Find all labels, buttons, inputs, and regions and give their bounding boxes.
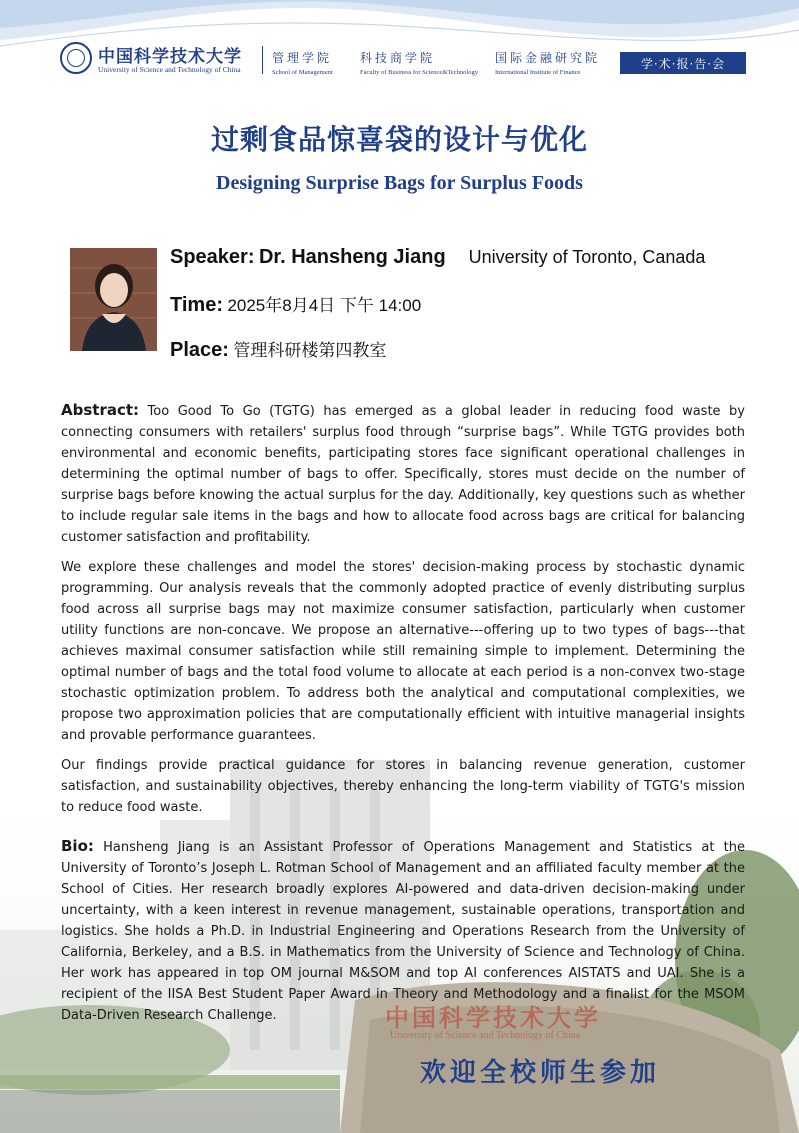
- header-bar: [0, 38, 799, 88]
- speaker-affiliation: University of Toronto, Canada: [468, 247, 706, 267]
- bio-paragraph: Bio: Hansheng Jiang is an Assistant Professor of Operations Management and Statistics at the University of Toronto’s Joseph L. Rotman School of Management and an affiliated faculty member at the School of Cities. Her research broadly explores AI-powered and data-driven decision-making under uncertainty, with a keen interest in revenue management, sustainable operations, transportation and logistics. She holds a Ph.D. in Industrial Engineering and Operations Research from the University of California, Berkeley, and a B.S. in Mathematics from the University of Science and Technology of China. Her work has appeared in top OM journal M&SOM and top AI conferences AISTATS and UAI. She is a recipient of the IISA Best Student Paper Award in Theory and Methodology and a finalist for the MSOM Data-Driven Research Challenge.: [61, 837, 745, 1023]
- place-label: Place:: [170, 339, 229, 361]
- seminar-badge: 学·术·报·告·会: [620, 52, 746, 74]
- bio-section: [61, 836, 745, 1035]
- abstract-paragraph-3: Our findings provide practical guidance for stores in balancing revenue generation, customer satisfaction, and sustainability objectives, thereby enhancing the long-term viability of TGTG's mission to reduce food waste.: [61, 758, 745, 815]
- abstract-paragraph-1: Abstract: Too Good To Go (TGTG) has emerged as a global leader in reducing food waste by connecting consumers with retailers' surplus food through “surprise bags”. While TGTG provides both environmental and economic benefits, participating stores face significant operational challenges in determining the optimal number of bags to offer. Specifically, stores must decide on the number of surprise bags before knowing the actual surplus for the day. Additionally, key questions such as whether to include regular sale items in the bags and how to allocate food across bags are critical for balancing customer satisfaction and profitability.: [61, 401, 745, 545]
- speaker-photo: [70, 248, 157, 351]
- university-name-en: University of Science and Technology of China: [98, 65, 241, 74]
- speaker-line: [170, 246, 705, 269]
- welcome-message: 欢迎全校师生参加: [420, 1058, 661, 1088]
- school-finance: 国际金融研究院 International Institute of Finance: [495, 51, 601, 76]
- bio-label: Bio:: [61, 837, 94, 855]
- place-value: 管理科研楼第四教室: [233, 341, 387, 360]
- school-management: 管理学院 School of Management: [272, 51, 333, 76]
- abstract-paragraph-2: We explore these challenges and model the stores' decision-making process by stochastic dynamic programming. Our analysis reveals that the commonly adopted practice of evenly distributing surplus food across all surprise bags may not maximize consumer satisfaction, particularly when customer utility functions are non-concave. We propose an alternative---offering up to two types of bags---that achieves maximal consumer satisfaction while still remaining simple to implement. Determining the optimal number of bags and the total food volume to allocate at each period is a non-convex two-stage stochastic optimization problem. To address both the analytical and computational complexities, we propose two approximation policies that are computationally efficient with intuitive managerial insights and provable performance guarantees.: [61, 560, 745, 743]
- speaker-name: Dr. Hansheng Jiang: [258, 246, 446, 268]
- university-seal-icon: [60, 42, 92, 74]
- school-business-tech: 科技商学院 Faculty of Business for Science&Technology: [360, 51, 478, 76]
- stone-inscription-en: University of Science and Technology of China: [390, 1030, 581, 1041]
- stone-inscription-cn: 中国科学技术大学: [385, 1003, 601, 1032]
- time-line: [170, 291, 421, 317]
- title-english: Designing Surprise Bags for Surplus Foods: [216, 172, 583, 194]
- place-line: [170, 336, 386, 362]
- time-value: 2025年8月4日 下午 14:00: [227, 296, 422, 315]
- abstract-label: Abstract:: [61, 401, 140, 419]
- title-chinese: 过剩食品惊喜袋的设计与优化: [210, 123, 588, 156]
- header-divider: [262, 46, 263, 74]
- time-label: Time:: [170, 294, 223, 316]
- abstract-section: [61, 400, 745, 827]
- speaker-label: Speaker:: [170, 246, 255, 268]
- university-name-cn: 中国科学技术大学: [98, 47, 242, 67]
